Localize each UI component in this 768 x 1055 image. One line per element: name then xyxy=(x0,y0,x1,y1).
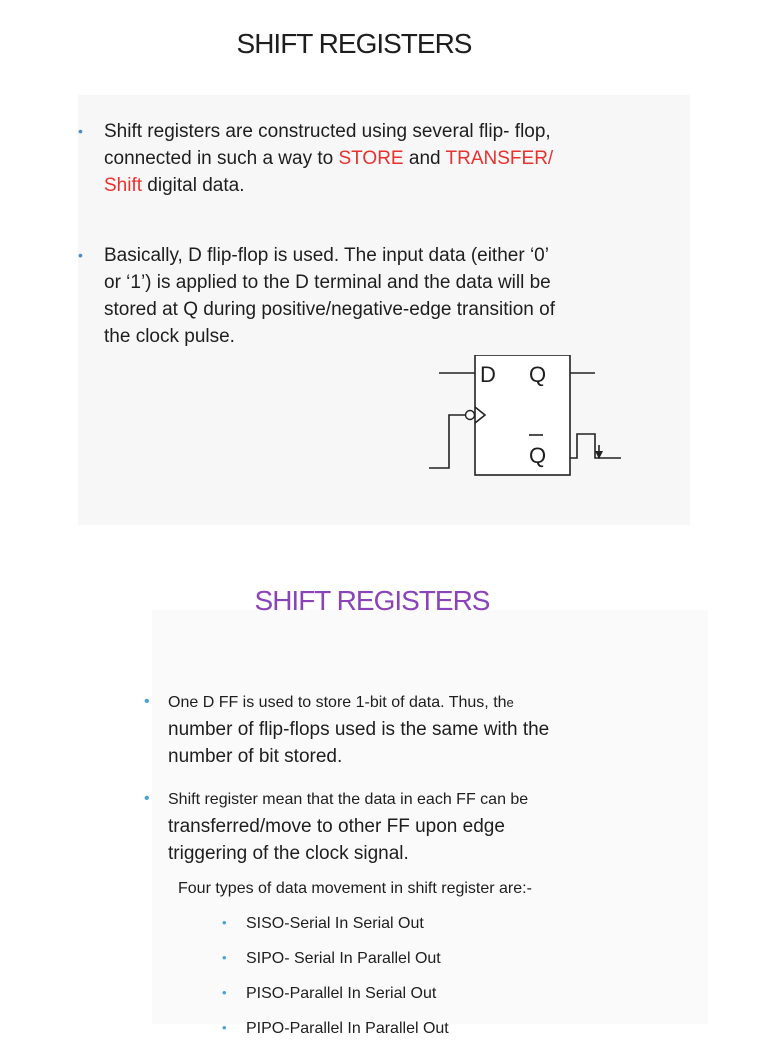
bullet-1-text-a: Shift registers are constructed using several flip- flop, xyxy=(104,121,551,142)
list-item xyxy=(222,950,449,985)
q-label: Q xyxy=(529,362,547,387)
list-item xyxy=(222,915,449,950)
slide-2 xyxy=(0,540,768,1037)
d-label: D xyxy=(480,362,496,387)
type-sipo: SIPO- Serial In Parallel Out xyxy=(246,950,441,967)
slide-2-bullet-2-line-3: triggering of the clock signal. xyxy=(168,843,409,864)
bullet-1-text-b: connected in such a way to xyxy=(104,148,339,169)
slide-1-title: SHIFT REGISTERS xyxy=(236,28,472,59)
data-movement-heading: Four types of data movement in shift register are:- xyxy=(178,880,532,897)
shift-highlight: Shift xyxy=(104,175,143,196)
type-siso: SISO-Serial In Serial Out xyxy=(246,915,424,932)
bullet-2-line-2: or ‘1’) is applied to the D terminal and the data will be xyxy=(104,272,551,293)
slide-2-bullet-1-line-3: number of bit stored. xyxy=(168,746,343,767)
bullet-1-and: and xyxy=(403,148,446,169)
d-flip-flop-diagram xyxy=(425,355,625,480)
bullet-dot-icon: • xyxy=(78,247,83,263)
type-pipo: PIPO-Parallel In Parallel Out xyxy=(246,1020,449,1037)
slide-2-bullet-1-line-1-tail: e xyxy=(506,695,514,710)
bullet-dot-icon: • xyxy=(78,123,83,139)
bullet-2-line-3: stored at Q during positive/negative-edge transition of xyxy=(104,299,555,320)
shift-register-types-list xyxy=(222,915,449,1055)
slide-2-bullet-2 xyxy=(144,785,648,867)
slide-1-bullet-1 xyxy=(78,118,684,199)
bullet-2-line-1: Basically, D flip-flop is used. The input data (either ‘0’ xyxy=(104,245,549,266)
bullet-dot-icon: • xyxy=(222,985,227,1000)
clock-inversion-bubble xyxy=(466,411,475,420)
bullet-2-line-4: the clock pulse. xyxy=(104,326,235,347)
slide-2-bullet-1-line-2: number of flip-flops used is the same with the xyxy=(168,719,550,740)
clock-waveform xyxy=(429,415,465,468)
slide-2-title: SHIFT REGISTERS xyxy=(254,585,490,616)
bullet-dot-icon: • xyxy=(222,915,227,930)
transfer-highlight: TRANSFER/ xyxy=(445,148,554,169)
bullet-dot-icon: • xyxy=(144,790,150,807)
qbar-output-waveform xyxy=(570,434,599,458)
qbar-label: Q xyxy=(529,443,547,468)
slide-2-bullet-1-line-1: One D FF is used to store 1-bit of data. Thus, th xyxy=(168,694,507,711)
store-highlight: STORE xyxy=(338,148,404,169)
bullet-dot-icon: • xyxy=(222,950,227,965)
bullet-dot-icon: • xyxy=(222,1020,227,1035)
bullet-1-text-c: digital data. xyxy=(142,175,245,196)
list-item xyxy=(222,985,449,1020)
slide-2-bullet-2-line-1: Shift register mean that the data in each FF can be xyxy=(168,791,529,808)
slide-2-bullet-2-line-2: transferred/move to other FF upon edge xyxy=(168,816,505,837)
slide-2-bullet-1 xyxy=(144,688,648,770)
bullet-dot-icon: • xyxy=(144,693,150,710)
list-item xyxy=(222,1020,449,1055)
type-piso: PISO-Parallel In Serial Out xyxy=(246,985,437,1002)
slide-1-bullet-2 xyxy=(78,242,684,350)
